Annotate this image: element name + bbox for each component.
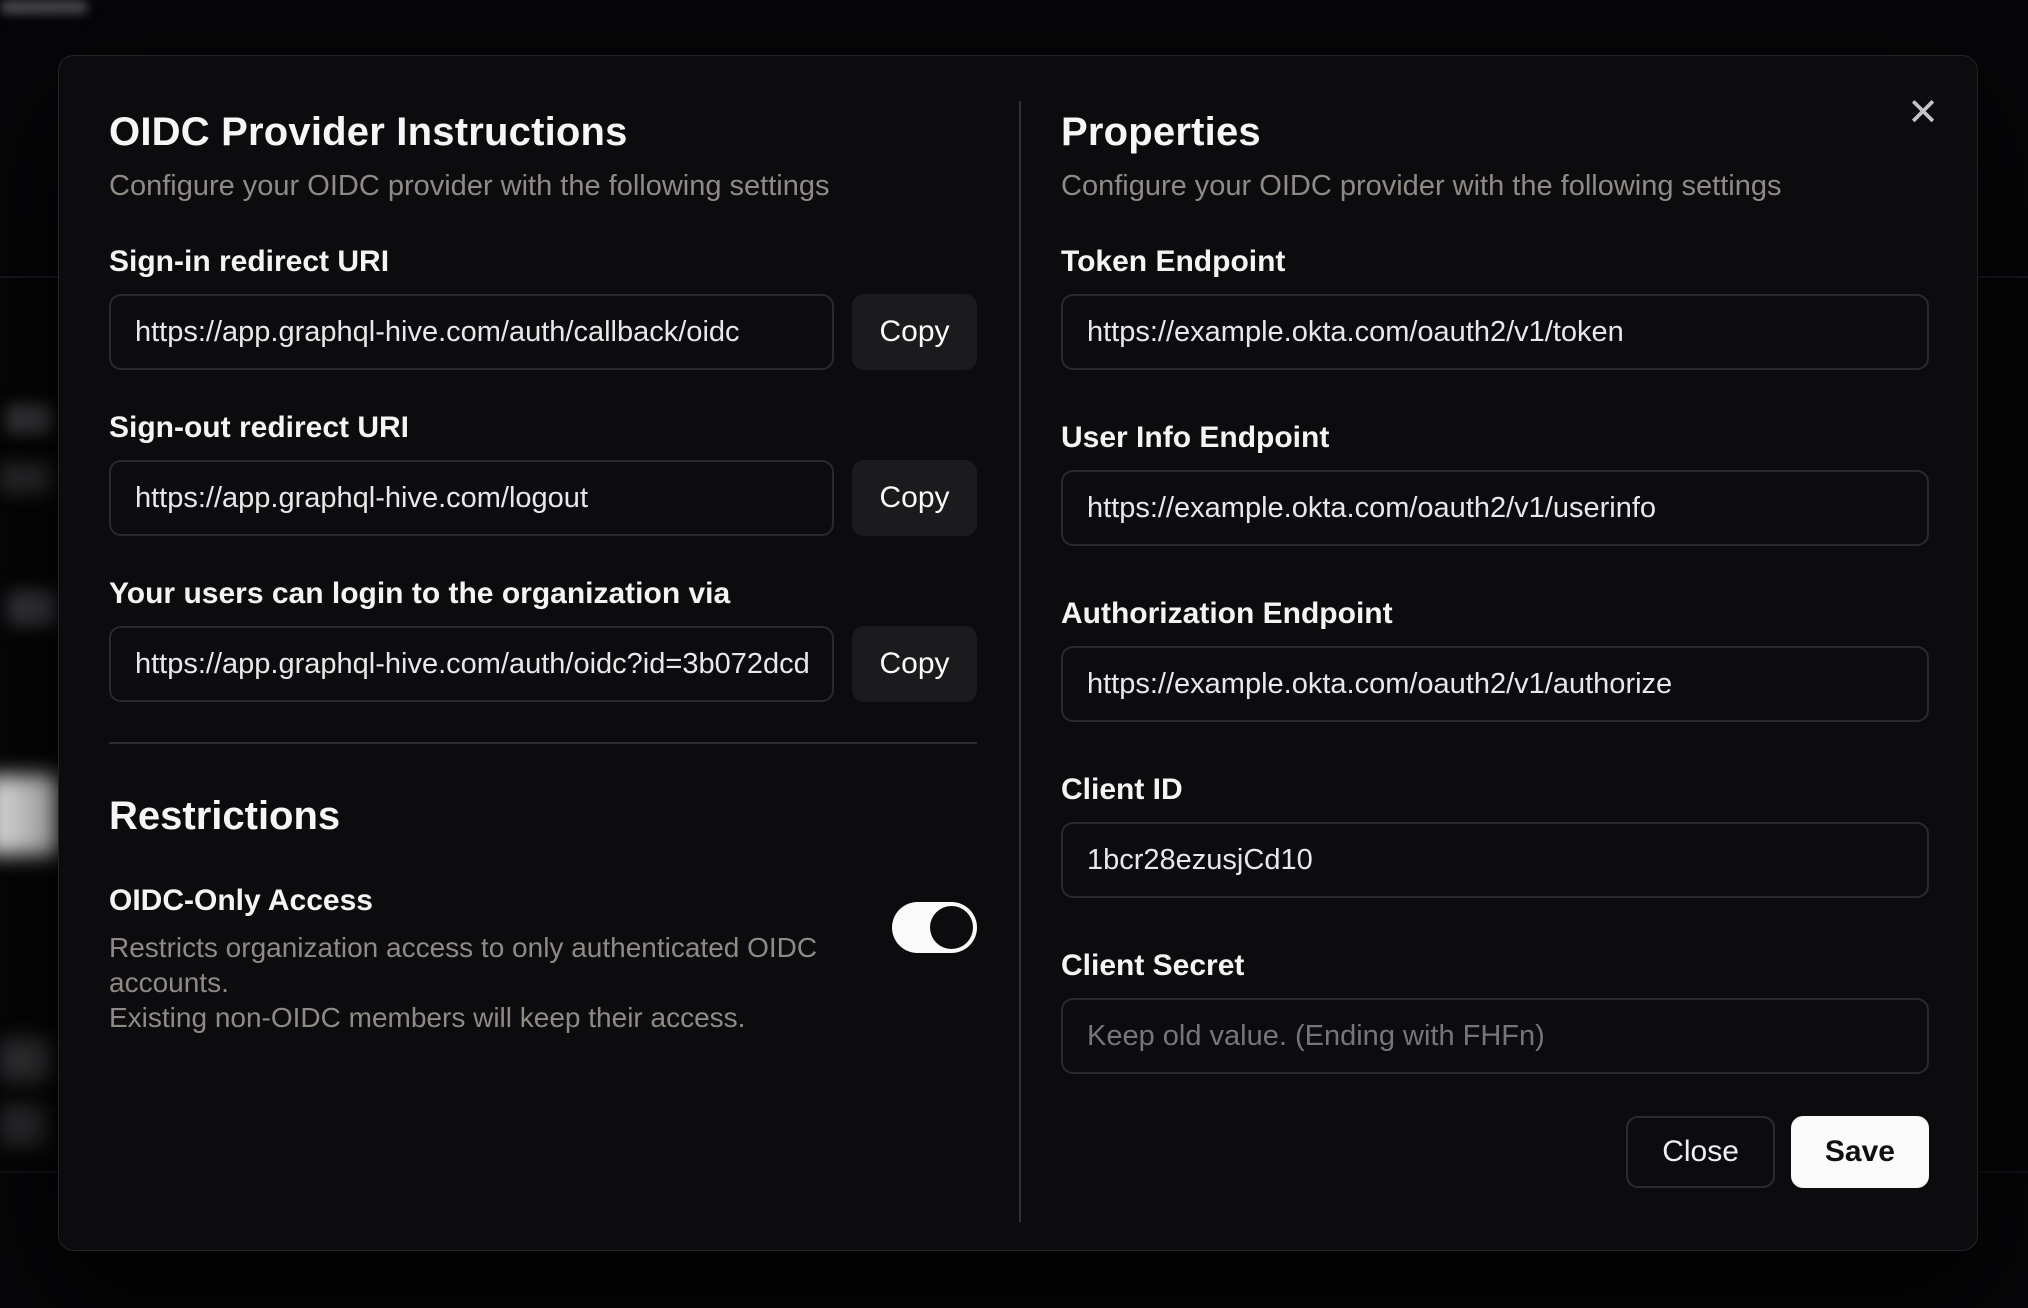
oidc-only-access-toggle[interactable] (892, 902, 977, 953)
client-secret-input[interactable] (1061, 998, 1929, 1074)
client-id-input[interactable] (1061, 822, 1929, 898)
backdrop-header-fragment (0, 0, 88, 14)
signout-copy-button[interactable]: Copy (852, 460, 977, 536)
column-divider (1019, 101, 1021, 1222)
client-id-row (1061, 822, 1929, 898)
dialog-footer (1061, 1116, 1929, 1188)
description-line-2: Existing non-OIDC members will keep their access. (109, 1002, 746, 1033)
close-icon[interactable]: ✕ (1907, 91, 1939, 134)
oidc-only-access-label: OIDC-Only Access (109, 884, 373, 917)
save-button[interactable]: Save (1791, 1116, 1929, 1188)
backdrop-text-fragment (8, 590, 56, 626)
oidc-settings-dialog (58, 55, 1978, 1251)
backdrop-text-fragment (6, 404, 52, 434)
properties-column (1019, 56, 1977, 1250)
backdrop-text-fragment (0, 1104, 46, 1146)
authorization-endpoint-input[interactable] (1061, 646, 1929, 722)
token-endpoint-input[interactable] (1061, 294, 1929, 370)
backdrop-button-fragment (0, 775, 58, 855)
signout-redirect-uri-row (109, 460, 977, 536)
signout-redirect-uri-input[interactable] (109, 460, 834, 536)
toggle-knob (930, 906, 973, 949)
client-secret-label: Client Secret (1061, 949, 1245, 982)
client-secret-row (1061, 998, 1929, 1074)
signin-copy-button[interactable]: Copy (852, 294, 977, 370)
login-url-label: Your users can login to the organization via (109, 577, 731, 610)
signin-redirect-uri-label: Sign-in redirect URI (109, 245, 390, 278)
signout-redirect-uri-label: Sign-out redirect URI (109, 411, 410, 444)
instructions-title: OIDC Provider Instructions (109, 110, 628, 154)
close-button[interactable]: Close (1626, 1116, 1775, 1188)
authorization-endpoint-label: Authorization Endpoint (1061, 597, 1393, 630)
login-url-row (109, 626, 977, 702)
login-url-copy-button[interactable]: Copy (852, 626, 977, 702)
signin-redirect-uri-row (109, 294, 977, 370)
oidc-only-access-row (109, 882, 977, 1035)
login-url-input[interactable] (109, 626, 834, 702)
client-id-label: Client ID (1061, 773, 1183, 806)
backdrop-text-fragment (0, 1038, 50, 1082)
backdrop-text-fragment (0, 462, 52, 494)
instructions-column (59, 56, 1019, 1250)
section-divider (109, 742, 977, 744)
description-line-1: Restricts organization access to only authenticated OIDC accounts. (109, 932, 818, 998)
user-info-endpoint-label: User Info Endpoint (1061, 421, 1330, 454)
authorization-endpoint-row (1061, 646, 1929, 722)
token-endpoint-label: Token Endpoint (1061, 245, 1286, 278)
user-info-endpoint-input[interactable] (1061, 470, 1929, 546)
instructions-subtitle: Configure your OIDC provider with the following settings (109, 170, 830, 202)
properties-title: Properties (1061, 110, 1261, 154)
signin-redirect-uri-input[interactable] (109, 294, 834, 370)
oidc-only-access-text (109, 882, 862, 1035)
token-endpoint-row (1061, 294, 1929, 370)
oidc-only-access-description (109, 930, 862, 1035)
restrictions-heading: Restrictions (109, 794, 341, 838)
user-info-endpoint-row (1061, 470, 1929, 546)
properties-subtitle: Configure your OIDC provider with the following settings (1061, 170, 1782, 202)
